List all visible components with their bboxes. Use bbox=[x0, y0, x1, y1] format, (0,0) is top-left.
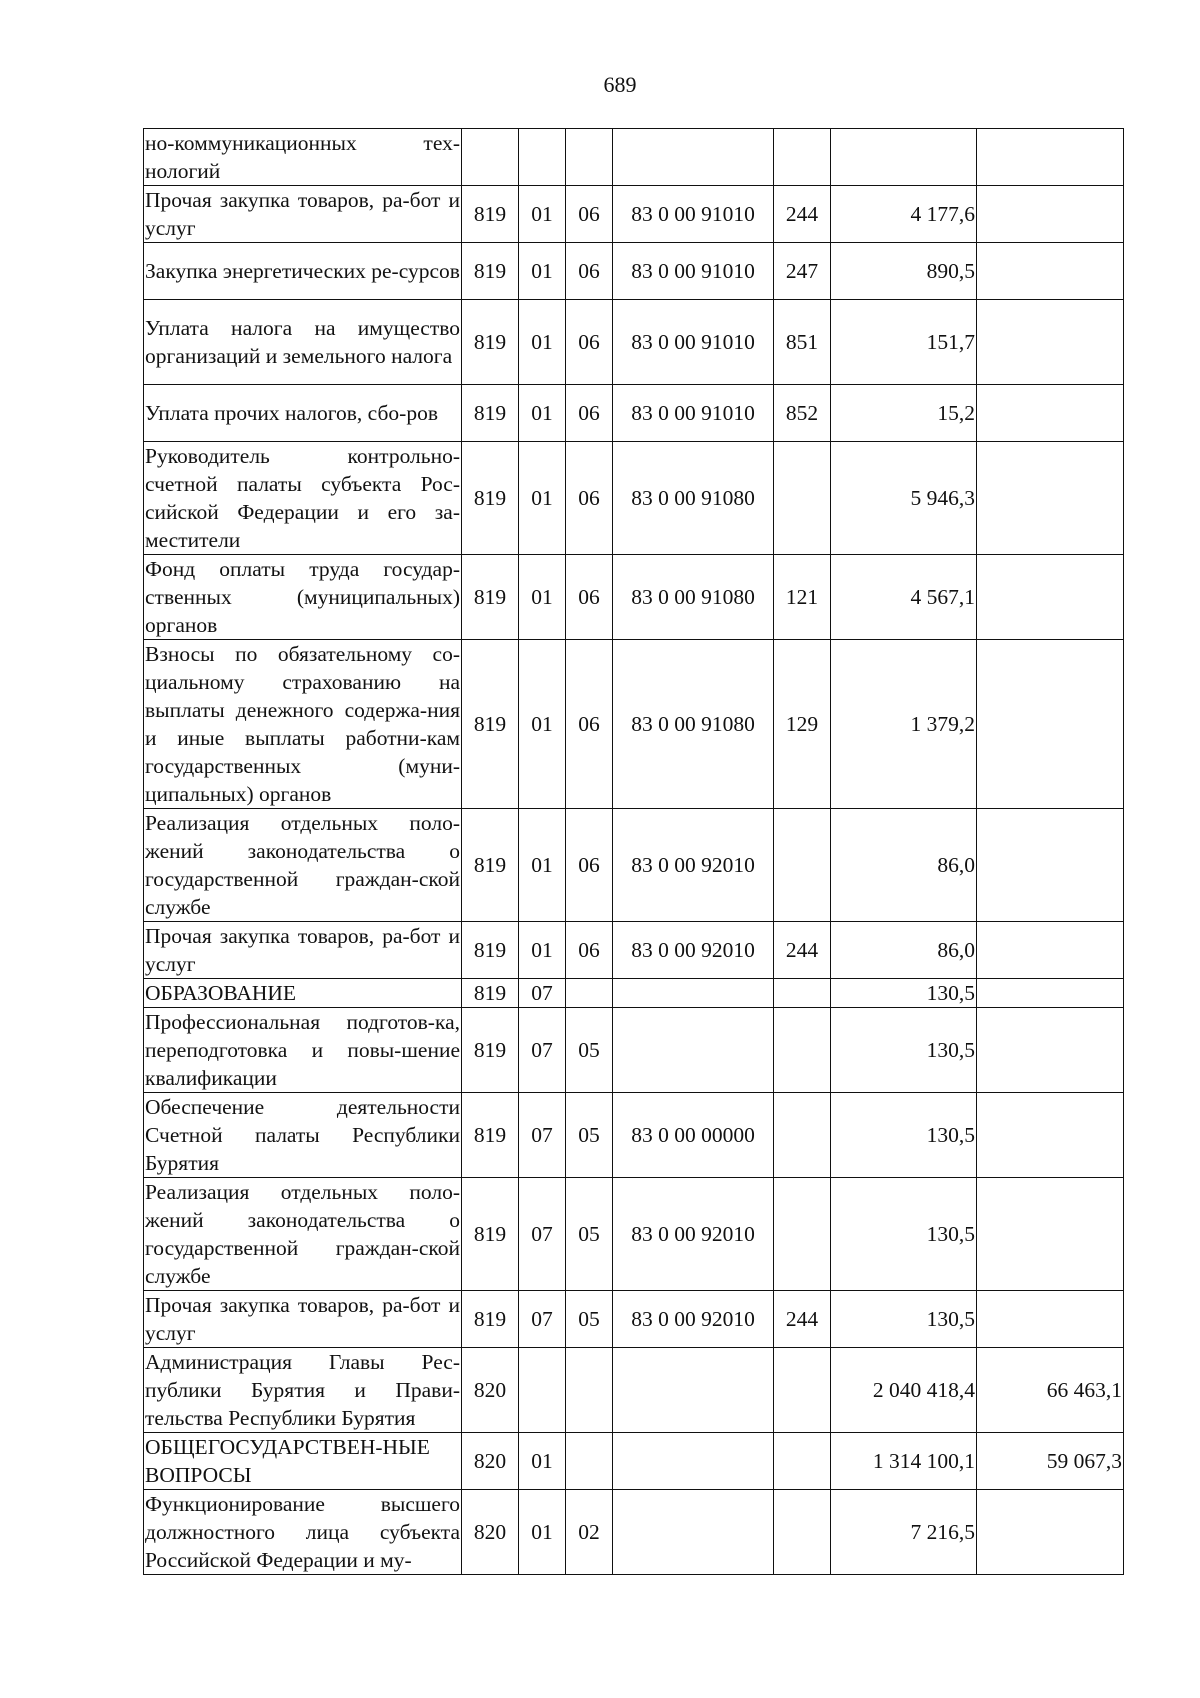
cell-pr bbox=[566, 129, 613, 186]
cell-ved bbox=[462, 129, 519, 186]
cell-name: Реализация отдельных поло-жений законодательства о государственной граждан-ской службе bbox=[144, 1178, 462, 1291]
cell-sum: 151,7 bbox=[831, 300, 977, 385]
table-row bbox=[144, 1291, 1124, 1348]
cell-csr bbox=[613, 979, 774, 1008]
cell-rz: 01 bbox=[519, 186, 566, 243]
cell-rz: 07 bbox=[519, 1178, 566, 1291]
cell-vr bbox=[774, 1178, 831, 1291]
page-number: 689 bbox=[603, 72, 637, 97]
cell-ved: 819 bbox=[462, 922, 519, 979]
cell-csr bbox=[613, 1348, 774, 1433]
cell-pr: 06 bbox=[566, 809, 613, 922]
cell-pr: 05 bbox=[566, 1008, 613, 1093]
cell-ved: 819 bbox=[462, 555, 519, 640]
cell-sum-2: 59 067,3 bbox=[977, 1433, 1124, 1490]
cell-vr: 247 bbox=[774, 243, 831, 300]
cell-sum: 130,5 bbox=[831, 1291, 977, 1348]
cell-sum: 86,0 bbox=[831, 809, 977, 922]
cell-sum-2 bbox=[977, 129, 1124, 186]
cell-sum: 1 379,2 bbox=[831, 640, 977, 809]
cell-sum: 130,5 bbox=[831, 979, 977, 1008]
cell-ved: 819 bbox=[462, 385, 519, 442]
cell-vr bbox=[774, 1348, 831, 1433]
cell-pr: 02 bbox=[566, 1490, 613, 1575]
cell-sum-2 bbox=[977, 1093, 1124, 1178]
budget-table bbox=[143, 128, 1124, 1575]
cell-rz: 01 bbox=[519, 1490, 566, 1575]
cell-sum: 86,0 bbox=[831, 922, 977, 979]
cell-name: Профессиональная подготов-ка, переподготовка и повы-шение квалификации bbox=[144, 1008, 462, 1093]
cell-pr bbox=[566, 1348, 613, 1433]
cell-vr: 851 bbox=[774, 300, 831, 385]
cell-name: Уплата налога на имущество организаций и земельного налога bbox=[144, 300, 462, 385]
cell-rz: 01 bbox=[519, 243, 566, 300]
cell-csr: 83 0 00 91010 bbox=[613, 385, 774, 442]
cell-name: Обеспечение деятельности Счетной палаты Республики Бурятия bbox=[144, 1093, 462, 1178]
cell-pr: 06 bbox=[566, 385, 613, 442]
cell-ved: 819 bbox=[462, 243, 519, 300]
cell-csr: 83 0 00 91080 bbox=[613, 640, 774, 809]
cell-rz bbox=[519, 1348, 566, 1433]
cell-sum: 5 946,3 bbox=[831, 442, 977, 555]
cell-ved: 819 bbox=[462, 1178, 519, 1291]
cell-sum: 890,5 bbox=[831, 243, 977, 300]
cell-csr: 83 0 00 92010 bbox=[613, 809, 774, 922]
cell-ved: 819 bbox=[462, 640, 519, 809]
cell-csr: 83 0 00 91010 bbox=[613, 186, 774, 243]
cell-name: Реализация отдельных поло-жений законодательства о государственной граждан-ской службе bbox=[144, 809, 462, 922]
cell-csr: 83 0 00 91080 bbox=[613, 555, 774, 640]
cell-vr bbox=[774, 809, 831, 922]
cell-pr bbox=[566, 1433, 613, 1490]
cell-vr: 244 bbox=[774, 1291, 831, 1348]
cell-sum: 2 040 418,4 bbox=[831, 1348, 977, 1433]
cell-vr bbox=[774, 1433, 831, 1490]
cell-csr bbox=[613, 1433, 774, 1490]
cell-rz: 01 bbox=[519, 640, 566, 809]
cell-csr bbox=[613, 129, 774, 186]
cell-sum-2 bbox=[977, 442, 1124, 555]
cell-pr: 05 bbox=[566, 1093, 613, 1178]
cell-ved: 820 bbox=[462, 1490, 519, 1575]
table-row bbox=[144, 1348, 1124, 1433]
cell-vr: 121 bbox=[774, 555, 831, 640]
cell-sum-2 bbox=[977, 1178, 1124, 1291]
cell-pr: 06 bbox=[566, 300, 613, 385]
cell-name: но-коммуникационных тех-нологий bbox=[144, 129, 462, 186]
cell-vr: 852 bbox=[774, 385, 831, 442]
cell-name: Уплата прочих налогов, сбо-ров bbox=[144, 385, 462, 442]
table-row bbox=[144, 922, 1124, 979]
cell-vr: 244 bbox=[774, 922, 831, 979]
cell-ved: 819 bbox=[462, 809, 519, 922]
table-body bbox=[144, 129, 1124, 1575]
cell-ved: 819 bbox=[462, 300, 519, 385]
cell-sum: 4 177,6 bbox=[831, 186, 977, 243]
cell-name: Прочая закупка товаров, ра-бот и услуг bbox=[144, 186, 462, 243]
cell-name: Прочая закупка товаров, ра-бот и услуг bbox=[144, 922, 462, 979]
cell-sum-2 bbox=[977, 809, 1124, 922]
cell-sum-2 bbox=[977, 1291, 1124, 1348]
cell-rz: 01 bbox=[519, 1433, 566, 1490]
cell-rz: 01 bbox=[519, 555, 566, 640]
table-row bbox=[144, 555, 1124, 640]
cell-pr: 05 bbox=[566, 1291, 613, 1348]
cell-rz: 01 bbox=[519, 922, 566, 979]
cell-ved: 819 bbox=[462, 1008, 519, 1093]
cell-name: Руководитель контрольно-счетной палаты субъекта Рос-сийской Федерации и его за-местители bbox=[144, 442, 462, 555]
cell-sum-2 bbox=[977, 300, 1124, 385]
cell-csr: 83 0 00 92010 bbox=[613, 922, 774, 979]
cell-sum-2 bbox=[977, 640, 1124, 809]
cell-vr bbox=[774, 979, 831, 1008]
cell-sum: 4 567,1 bbox=[831, 555, 977, 640]
cell-sum: 130,5 bbox=[831, 1178, 977, 1291]
cell-sum bbox=[831, 129, 977, 186]
cell-sum-2 bbox=[977, 922, 1124, 979]
table-row bbox=[144, 129, 1124, 186]
table-row bbox=[144, 979, 1124, 1008]
cell-csr: 83 0 00 92010 bbox=[613, 1178, 774, 1291]
cell-csr: 83 0 00 91010 bbox=[613, 300, 774, 385]
cell-vr: 129 bbox=[774, 640, 831, 809]
cell-vr bbox=[774, 442, 831, 555]
cell-vr bbox=[774, 1008, 831, 1093]
table-row bbox=[144, 640, 1124, 809]
cell-vr bbox=[774, 1490, 831, 1575]
cell-csr: 83 0 00 91080 bbox=[613, 442, 774, 555]
cell-rz: 07 bbox=[519, 979, 566, 1008]
cell-rz: 07 bbox=[519, 1008, 566, 1093]
table-row bbox=[144, 1178, 1124, 1291]
cell-rz: 01 bbox=[519, 809, 566, 922]
cell-name: ОБРАЗОВАНИЕ bbox=[144, 979, 462, 1008]
table-row bbox=[144, 809, 1124, 922]
cell-name: Прочая закупка товаров, ра-бот и услуг bbox=[144, 1291, 462, 1348]
cell-csr: 83 0 00 91010 bbox=[613, 243, 774, 300]
cell-sum-2 bbox=[977, 385, 1124, 442]
cell-sum: 15,2 bbox=[831, 385, 977, 442]
cell-name: Функционирование высшего должностного лица субъекта Российской Федерации и му- bbox=[144, 1490, 462, 1575]
cell-rz: 07 bbox=[519, 1291, 566, 1348]
cell-name: Закупка энергетических ре-сурсов bbox=[144, 243, 462, 300]
cell-sum: 130,5 bbox=[831, 1093, 977, 1178]
cell-pr: 05 bbox=[566, 1178, 613, 1291]
cell-ved: 819 bbox=[462, 1093, 519, 1178]
cell-name: ОБЩЕГОСУДАРСТВЕН-НЫЕ ВОПРОСЫ bbox=[144, 1433, 462, 1490]
cell-sum: 1 314 100,1 bbox=[831, 1433, 977, 1490]
cell-vr bbox=[774, 1093, 831, 1178]
table-row bbox=[144, 300, 1124, 385]
cell-vr: 244 bbox=[774, 186, 831, 243]
cell-pr: 06 bbox=[566, 243, 613, 300]
table-row bbox=[144, 1008, 1124, 1093]
table-row bbox=[144, 442, 1124, 555]
cell-name: Администрация Главы Рес-публики Бурятия и Прави-тельства Республики Бурятия bbox=[144, 1348, 462, 1433]
cell-sum-2 bbox=[977, 243, 1124, 300]
cell-csr bbox=[613, 1490, 774, 1575]
table-row bbox=[144, 243, 1124, 300]
cell-sum-2 bbox=[977, 1490, 1124, 1575]
cell-pr: 06 bbox=[566, 555, 613, 640]
cell-pr: 06 bbox=[566, 922, 613, 979]
cell-vr bbox=[774, 129, 831, 186]
cell-sum: 7 216,5 bbox=[831, 1490, 977, 1575]
cell-rz: 01 bbox=[519, 442, 566, 555]
table-row bbox=[144, 1490, 1124, 1575]
cell-rz: 01 bbox=[519, 300, 566, 385]
cell-ved: 819 bbox=[462, 979, 519, 1008]
cell-pr: 06 bbox=[566, 186, 613, 243]
table-row bbox=[144, 1433, 1124, 1490]
cell-name: Фонд оплаты труда государ-ственных (муниципальных) органов bbox=[144, 555, 462, 640]
cell-rz: 01 bbox=[519, 385, 566, 442]
cell-csr: 83 0 00 00000 bbox=[613, 1093, 774, 1178]
table-row bbox=[144, 186, 1124, 243]
cell-ved: 819 bbox=[462, 186, 519, 243]
cell-sum-2 bbox=[977, 1008, 1124, 1093]
cell-sum-2: 66 463,1 bbox=[977, 1348, 1124, 1433]
cell-name: Взносы по обязательному со-циальному страхованию на выплаты денежного содержа-ния и иные выплаты работни-кам государственных (муни-ципальных) органов bbox=[144, 640, 462, 809]
cell-ved: 819 bbox=[462, 1291, 519, 1348]
cell-sum: 130,5 bbox=[831, 1008, 977, 1093]
cell-ved: 820 bbox=[462, 1433, 519, 1490]
cell-sum-2 bbox=[977, 979, 1124, 1008]
table-row bbox=[144, 1093, 1124, 1178]
cell-pr: 06 bbox=[566, 442, 613, 555]
table-row bbox=[144, 385, 1124, 442]
cell-pr: 06 bbox=[566, 640, 613, 809]
cell-ved: 820 bbox=[462, 1348, 519, 1433]
cell-sum-2 bbox=[977, 186, 1124, 243]
cell-rz bbox=[519, 129, 566, 186]
cell-csr bbox=[613, 1008, 774, 1093]
cell-pr bbox=[566, 979, 613, 1008]
cell-ved: 819 bbox=[462, 442, 519, 555]
cell-sum-2 bbox=[977, 555, 1124, 640]
cell-csr: 83 0 00 92010 bbox=[613, 1291, 774, 1348]
cell-rz: 07 bbox=[519, 1093, 566, 1178]
